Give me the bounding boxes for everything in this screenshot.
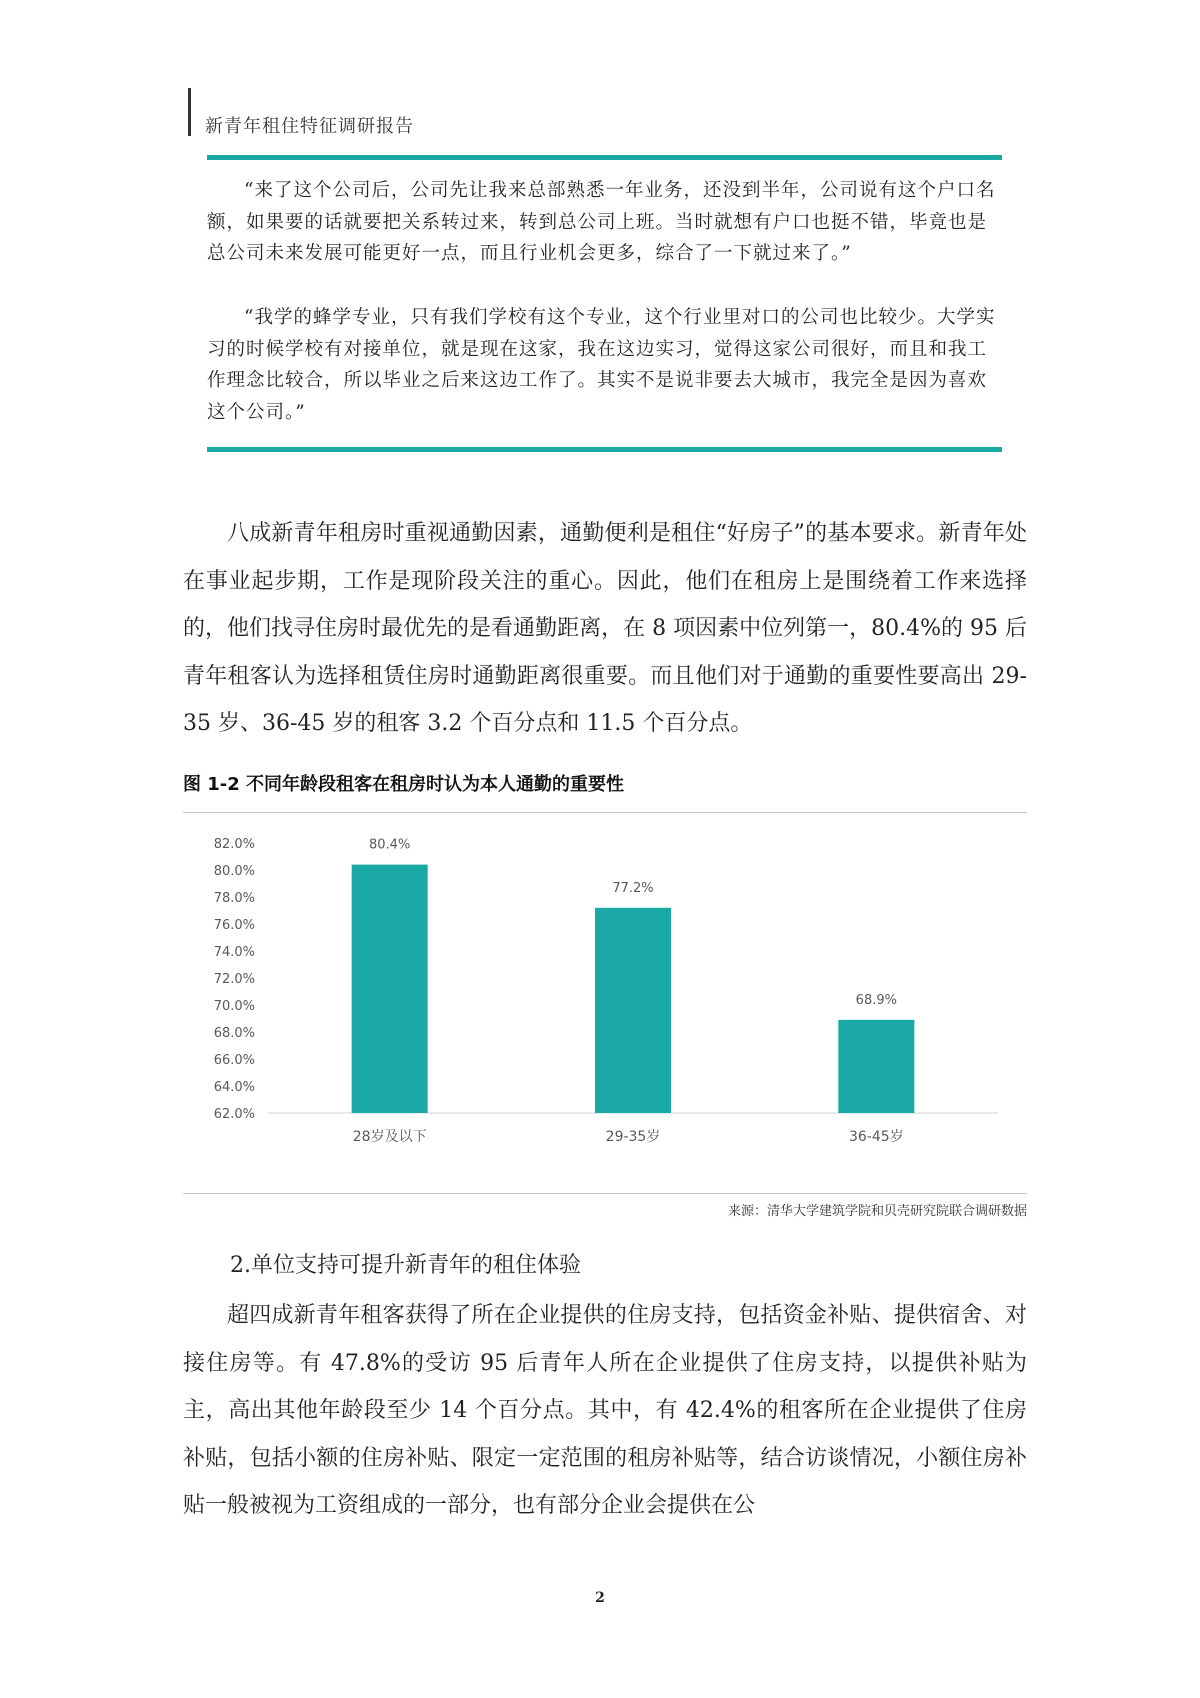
bar	[838, 1020, 914, 1113]
figure-source: 来源：清华大学建筑学院和贝壳研究院联合调研数据	[727, 1204, 1027, 1219]
y-tick-label: 70.0%	[213, 999, 255, 1014]
section-heading: 2.单位支持可提升新青年的租住体验	[230, 1253, 581, 1278]
y-tick-label: 74.0%	[213, 945, 255, 960]
report-title: 新青年租住特征调研报告	[205, 116, 414, 137]
y-tick-label: 76.0%	[213, 918, 255, 933]
y-tick-label: 82.0%	[213, 837, 255, 852]
y-tick-label: 66.0%	[213, 1053, 255, 1068]
running-header	[188, 88, 928, 140]
figure-bottom-rule	[183, 1193, 1027, 1194]
bar	[352, 865, 428, 1113]
quote-bottom-rule	[207, 447, 1002, 452]
bar	[595, 908, 671, 1113]
paragraph-employer-support: 超四成新青年租客获得了所在企业提供的住房支持，包括资金补贴、提供宿舍、对接住房等。有 47.8%的受访 95 后青年人所在企业提供了住房支持，以提供补贴为主，高出其他年龄段至少 14 个百分点。其中，有 42.4%的租客所在企业提供了住房补贴，包括小额的住房补贴、限定一定范围的租房补贴等，结合访谈情况，小额住房补贴一般被视为工资组成的一部分，也有部分企业会提供在公	[183, 1303, 1027, 1518]
x-category-label: 36-45岁	[848, 1129, 904, 1145]
header-bar	[188, 88, 191, 136]
quote-top-rule	[207, 155, 1002, 160]
figure-1-2	[183, 770, 1027, 1220]
interview-quote-1: “来了这个公司后，公司先让我来总部熟悉一年业务，还没到半年，公司说有这个户口名额，如果要的话就要把关系转过来，转到总公司上班。当时就想有户口也挺不错，毕竟也是总公司未来发展可能更好一点，而且行业机会更多，综合了一下就过来了。”	[207, 180, 996, 264]
bar-value-label: 80.4%	[369, 837, 411, 853]
interview-quote-box	[207, 155, 1002, 452]
y-tick-label: 80.0%	[213, 864, 255, 879]
bar-chart	[183, 813, 1027, 1193]
bar-value-label: 68.9%	[855, 992, 897, 1008]
y-tick-label: 72.0%	[213, 972, 255, 987]
figure-caption: 图 1-2 不同年龄段租客在租房时认为本人通勤的重要性	[183, 774, 625, 795]
y-tick-label: 64.0%	[213, 1080, 255, 1095]
y-tick-label: 78.0%	[213, 891, 255, 906]
paragraph-commute: 八成新青年租房时重视通勤因素，通勤便利是租住“好房子”的基本要求。新青年处在事业起步期，工作是现阶段关注的重心。因此，他们在租房上是围绕着工作来选择的，他们找寻住房时最优先的是看通勤距离，在 8 项因素中位列第一，80.4%的 95 后青年租客认为选择租赁住房时通勤距离很重要。而且他们对于通勤的重要性要高出 29-35 岁、36-45 岁的租客 3.2 个百分点和 11.5 个百分点。	[183, 521, 1027, 736]
x-category-label: 28岁及以下	[352, 1129, 427, 1145]
interview-quote-2: “我学的蜂学专业，只有我们学校有这个专业，这个行业里对口的公司也比较少。大学实习的时候学校有对接单位，就是现在这家，我在这边实习，觉得这家公司很好，而且和我工作理念比较合，所以毕业之后来这边工作了。其实不是说非要去大城市，我完全是因为喜欢这个公司。”	[207, 307, 996, 423]
y-tick-label: 62.0%	[213, 1107, 255, 1122]
bar-value-label: 77.2%	[612, 880, 654, 896]
y-tick-label: 68.0%	[213, 1026, 255, 1041]
x-category-label: 29-35岁	[605, 1129, 661, 1145]
page-number: 2	[595, 1590, 605, 1606]
